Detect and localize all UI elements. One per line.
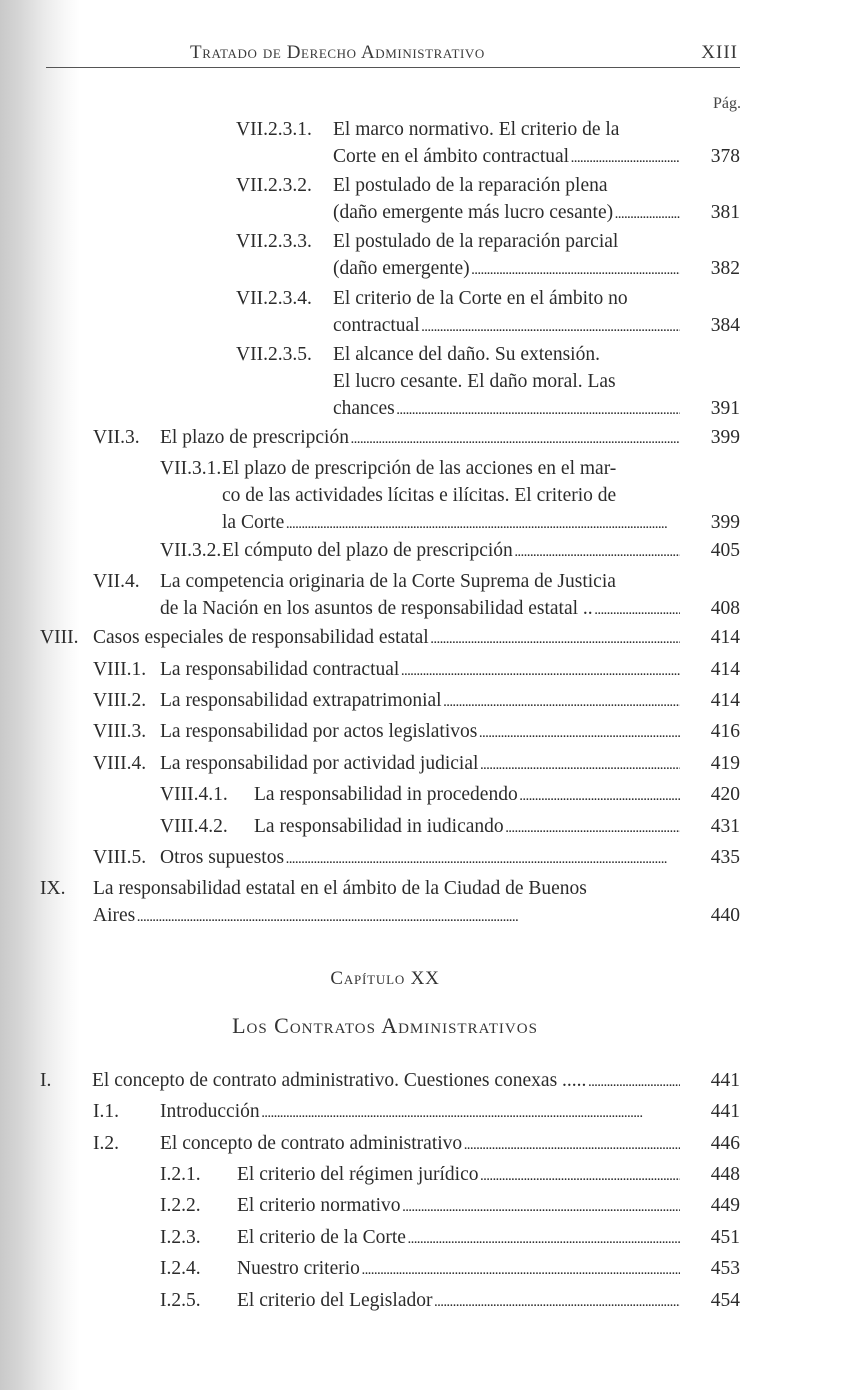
toc-entry-title: [160, 718, 680, 747]
toc-entry-number: IX.: [40, 878, 66, 899]
toc-entry-title: [254, 781, 680, 810]
toc-entry-title-line: Otros supuestos . . .: [160, 844, 680, 873]
toc-entry-page: 378: [710, 146, 740, 167]
chapter-label: Capítulo XX: [330, 968, 440, 989]
toc-entry-page: 414: [710, 659, 740, 680]
toc-entry-title-line: co de las actividades lícitas e ilícitas. El criterio de: [222, 485, 617, 506]
toc-entry-number: VII.2.3.5.: [236, 344, 312, 365]
toc-entry-title: [333, 228, 680, 284]
toc-entry-title-line: El criterio del Legislador . . .: [237, 1287, 680, 1316]
toc-entry-title: [333, 172, 680, 228]
toc-entry-title-line: la Corte . . .: [222, 509, 680, 538]
toc-entry-title-line: Aires . . .: [93, 902, 680, 931]
toc-entry-title-line: (daño emergente más lucro cesante) . . .: [333, 199, 680, 228]
toc-entry-title-line: El criterio de la Corte en el ámbito no: [333, 288, 628, 309]
toc-entry-number: VII.4.: [93, 571, 140, 592]
toc-entry-number: I.2.1.: [160, 1164, 201, 1185]
toc-entry-title-line: La competencia originaria de la Corte Suprema de Justicia: [160, 571, 616, 592]
page-folio: XIII: [701, 42, 738, 63]
toc-entry-title-line: Casos especiales de responsabilidad estatal . . .: [93, 624, 680, 653]
toc-entry-title: [333, 116, 680, 172]
toc-entry-title-line: El postulado de la reparación parcial: [333, 231, 619, 252]
toc-entry-title: [160, 844, 680, 873]
toc-entry-page: 399: [710, 512, 740, 533]
toc-entry-title-line: La responsabilidad in iudicando . . .: [254, 813, 680, 842]
toc-entry-number: I.2.: [93, 1133, 119, 1154]
toc-entry-title-line: El lucro cesante. El daño moral. Las: [333, 371, 616, 392]
toc-entry-title: [93, 624, 680, 653]
toc-entry-title-line: El criterio de la Corte . . .: [237, 1224, 680, 1253]
toc-entry-title: [160, 424, 680, 453]
toc-entry-title-line: La responsabilidad por actividad judicial . . .: [160, 750, 680, 779]
toc-entry-title-line: La responsabilidad estatal en el ámbito de la Ciudad de Buenos: [93, 878, 587, 899]
toc-entry-title-line: El concepto de contrato administrativo . . .: [160, 1130, 680, 1159]
toc-entry-page: 441: [710, 1070, 740, 1091]
toc-entry-title-line: La responsabilidad contractual . . .: [160, 656, 680, 685]
toc-entry-number: VII.3.2.: [160, 540, 222, 561]
toc-entry-title: [237, 1161, 680, 1190]
toc-entry-title-line: El marco normativo. El criterio de la: [333, 119, 620, 140]
toc-entry-title: [160, 656, 680, 685]
toc-entry-page: 416: [710, 721, 740, 742]
toc-entry-title-line: La responsabilidad extrapatrimonial . . .: [160, 687, 680, 716]
toc-entry-title: [254, 813, 680, 842]
toc-entry-number: VII.2.3.1.: [236, 119, 312, 140]
page-gutter-shadow: [0, 0, 80, 1390]
toc-entry-page: 405: [710, 540, 740, 561]
toc-entry-page: 448: [710, 1164, 740, 1185]
toc-entry-title-line: de la Nación en los asuntos de responsabilidad estatal .. . . .: [160, 595, 680, 624]
toc-entry-number: I.1.: [93, 1101, 119, 1122]
toc-entry-title-line: El alcance del daño. Su extensión.: [333, 344, 600, 365]
chapter-title: Los Contratos Administrativos: [232, 1013, 538, 1038]
toc-entry-page: 451: [710, 1227, 740, 1248]
toc-entry-number: VIII.2.: [93, 690, 147, 711]
toc-entry-number: VII.3.: [93, 427, 140, 448]
running-head-title: Tratado de Derecho Administrativo: [190, 42, 485, 63]
toc-entry-page: 453: [710, 1258, 740, 1279]
toc-entry-title-line: contractual . . .: [333, 312, 680, 341]
toc-entry-page: 414: [710, 690, 740, 711]
toc-entry-title-line: El criterio del régimen jurídico . . .: [237, 1161, 680, 1190]
toc-entry-title-line: El plazo de prescripción . . .: [160, 424, 680, 453]
toc-entry-page: 449: [710, 1195, 740, 1216]
toc-entry-number: I.2.2.: [160, 1195, 201, 1216]
toc-entry-page: 384: [710, 315, 740, 336]
toc-entry-number: VIII.: [40, 627, 79, 648]
toc-entry-title: [237, 1224, 680, 1253]
toc-entry-number: VII.2.3.2.: [236, 175, 312, 196]
toc-entry-number: I.2.5.: [160, 1290, 201, 1311]
toc-entry-page: 414: [710, 627, 740, 648]
toc-entry-page: 446: [710, 1133, 740, 1154]
toc-entry-page: 420: [710, 784, 740, 805]
toc-entry-title: [160, 1130, 680, 1159]
page-column-label: Pág.: [713, 95, 741, 112]
toc-entry-title: [333, 341, 680, 424]
toc-entry-title-line: La responsabilidad in procedendo . . .: [254, 781, 680, 810]
toc-entry-number: VIII.4.2.: [160, 816, 228, 837]
toc-entry-title-line: El criterio normativo . . .: [237, 1192, 680, 1221]
toc-entry-page: 382: [710, 258, 740, 279]
toc-entry-title-line: Nuestro criterio . . .: [237, 1255, 680, 1284]
toc-entry-number: VIII.4.1.: [160, 784, 228, 805]
toc-entry-title: [222, 455, 680, 538]
toc-entry-title-line: El plazo de prescripción de las acciones en el mar-: [222, 458, 617, 479]
toc-entry-title: [237, 1192, 680, 1221]
toc-entry-number: VII.3.1.: [160, 458, 222, 479]
toc-entry-page: 435: [710, 847, 740, 868]
toc-entry-title: [237, 1255, 680, 1284]
toc-entry-page: 419: [710, 753, 740, 774]
toc-entry-number: VII.2.3.3.: [236, 231, 312, 252]
toc-entry-title-line: (daño emergente) . . .: [333, 255, 680, 284]
toc-entry-number: VIII.5.: [93, 847, 147, 868]
toc-entry-number: I.: [40, 1070, 52, 1091]
toc-entry-number: VIII.3.: [93, 721, 147, 742]
toc-entry-title-line: La responsabilidad por actos legislativos . . .: [160, 718, 680, 747]
toc-entry-page: 431: [710, 816, 740, 837]
toc-entry-title: [160, 568, 680, 624]
toc-entry-page: 440: [710, 905, 740, 926]
toc-entry-title-line: El concepto de contrato administrativo. Cuestiones conexas ..... . . .: [92, 1067, 680, 1096]
toc-entry-title: [93, 875, 680, 931]
header-rule: [46, 67, 740, 68]
toc-entry-number: I.2.3.: [160, 1227, 201, 1248]
toc-entry-title: [237, 1287, 680, 1316]
toc-entry-number: VII.2.3.4.: [236, 288, 312, 309]
toc-entry-page: 454: [710, 1290, 740, 1311]
toc-entry-page: 441: [710, 1101, 740, 1122]
toc-entry-page: 381: [710, 202, 740, 223]
toc-entry-title: [160, 750, 680, 779]
toc-entry-number: I.2.4.: [160, 1258, 201, 1279]
toc-entry-page: 391: [710, 398, 740, 419]
toc-entry-title-line: chances . . .: [333, 395, 680, 424]
toc-entry-title: [160, 1098, 680, 1127]
toc-entry-number: VIII.1.: [93, 659, 147, 680]
toc-entry-title-line: Corte en el ámbito contractual . . .: [333, 143, 680, 172]
toc-entry-title: [160, 687, 680, 716]
toc-entry-title: [92, 1067, 680, 1096]
toc-entry-title: [222, 537, 680, 566]
toc-entry-title: [333, 285, 680, 341]
toc-entry-page: 408: [710, 598, 740, 619]
toc-entry-page: 399: [710, 427, 740, 448]
toc-entry-number: VIII.4.: [93, 753, 147, 774]
toc-entry-title-line: El cómputo del plazo de prescripción . . .: [222, 537, 680, 566]
toc-entry-title-line: Introducción . . .: [160, 1098, 680, 1127]
toc-entry-title-line: El postulado de la reparación plena: [333, 175, 608, 196]
